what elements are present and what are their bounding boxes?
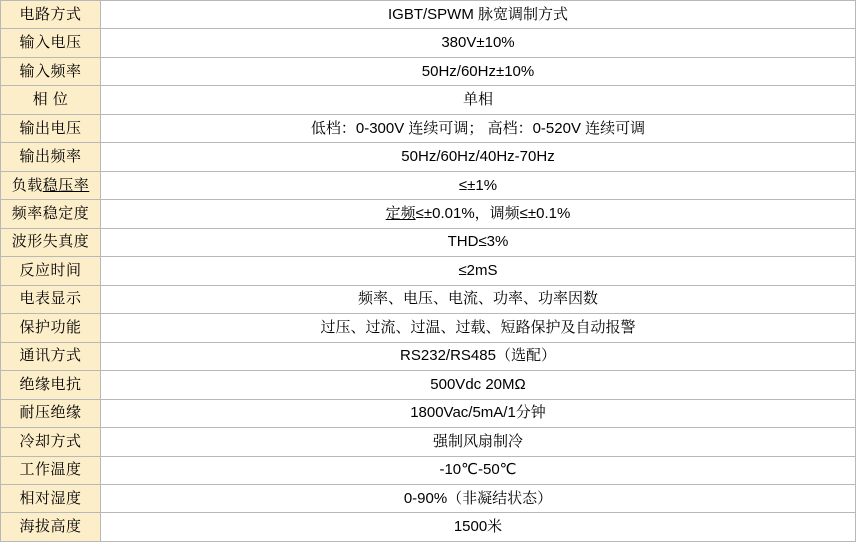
spec-value: ≤2mS bbox=[101, 257, 856, 285]
spec-value: -10℃-50℃ bbox=[101, 456, 856, 484]
spec-label: 海拔高度 bbox=[1, 513, 101, 542]
table-row bbox=[1, 371, 856, 399]
table-row bbox=[1, 257, 856, 285]
spec-value: 频率、电压、电流、功率、功率因数 bbox=[101, 285, 856, 313]
table-row bbox=[1, 314, 856, 342]
spec-value bbox=[101, 200, 856, 228]
spec-label: 冷却方式 bbox=[1, 428, 101, 456]
table-row bbox=[1, 171, 856, 199]
spec-value: ≤±1% bbox=[101, 171, 856, 199]
table-row bbox=[1, 513, 856, 542]
spec-label: 输出频率 bbox=[1, 143, 101, 171]
spec-label: 电路方式 bbox=[1, 1, 101, 29]
spec-label-underlined-part: 稳压率 bbox=[42, 176, 90, 194]
table-row bbox=[1, 456, 856, 484]
spec-label: 通讯方式 bbox=[1, 342, 101, 370]
spec-label: 输出电压 bbox=[1, 114, 101, 142]
spec-label: 相对湿度 bbox=[1, 484, 101, 512]
table-row bbox=[1, 342, 856, 370]
spec-label: 绝缘电抗 bbox=[1, 371, 101, 399]
spec-value: 强制风扇制冷 bbox=[101, 428, 856, 456]
table-row bbox=[1, 1, 856, 29]
spec-value: THD≤3% bbox=[101, 228, 856, 256]
spec-value: RS232/RS485（选配） bbox=[101, 342, 856, 370]
spec-value: 380V±10% bbox=[101, 29, 856, 57]
spec-value: 50Hz/60Hz±10% bbox=[101, 57, 856, 85]
spec-value: 1500米 bbox=[101, 513, 856, 542]
table-row bbox=[1, 57, 856, 85]
spec-label: 反应时间 bbox=[1, 257, 101, 285]
spec-label: 电表显示 bbox=[1, 285, 101, 313]
spec-label: 频率稳定度 bbox=[1, 200, 101, 228]
spec-label: 输入频率 bbox=[1, 57, 101, 85]
spec-label: 输入电压 bbox=[1, 29, 101, 57]
spec-value: 单相 bbox=[101, 86, 856, 114]
table-row bbox=[1, 228, 856, 256]
spec-value: 500Vdc 20MΩ bbox=[101, 371, 856, 399]
table-row bbox=[1, 399, 856, 427]
spec-value: IGBT/SPWM 脉宽调制方式 bbox=[101, 1, 856, 29]
spec-label-prefix: 负载 bbox=[11, 176, 43, 194]
table-row bbox=[1, 428, 856, 456]
spec-label bbox=[1, 171, 101, 199]
spec-value: 1800Vac/5mA/1分钟 bbox=[101, 399, 856, 427]
table-row bbox=[1, 29, 856, 57]
table-row bbox=[1, 200, 856, 228]
table-row bbox=[1, 114, 856, 142]
specifications-table-body bbox=[1, 1, 856, 542]
table-row bbox=[1, 285, 856, 313]
spec-value: 过压、过流、过温、过载、短路保护及自动报警 bbox=[101, 314, 856, 342]
spec-value: 低档：0-300V 连续可调； 高档：0-520V 连续可调 bbox=[101, 114, 856, 142]
spec-value-underlined-part: 定频 bbox=[385, 205, 416, 223]
spec-value-rest: ≤±0.01%，调频≤±0.1% bbox=[415, 205, 571, 223]
spec-label: 相 位 bbox=[1, 86, 101, 114]
spec-label: 波形失真度 bbox=[1, 228, 101, 256]
table-row bbox=[1, 86, 856, 114]
spec-label: 工作温度 bbox=[1, 456, 101, 484]
spec-value: 0-90%（非凝结状态） bbox=[101, 484, 856, 512]
spec-label: 耐压绝缘 bbox=[1, 399, 101, 427]
spec-value: 50Hz/60Hz/40Hz-70Hz bbox=[101, 143, 856, 171]
table-row bbox=[1, 484, 856, 512]
spec-label: 保护功能 bbox=[1, 314, 101, 342]
table-row bbox=[1, 143, 856, 171]
